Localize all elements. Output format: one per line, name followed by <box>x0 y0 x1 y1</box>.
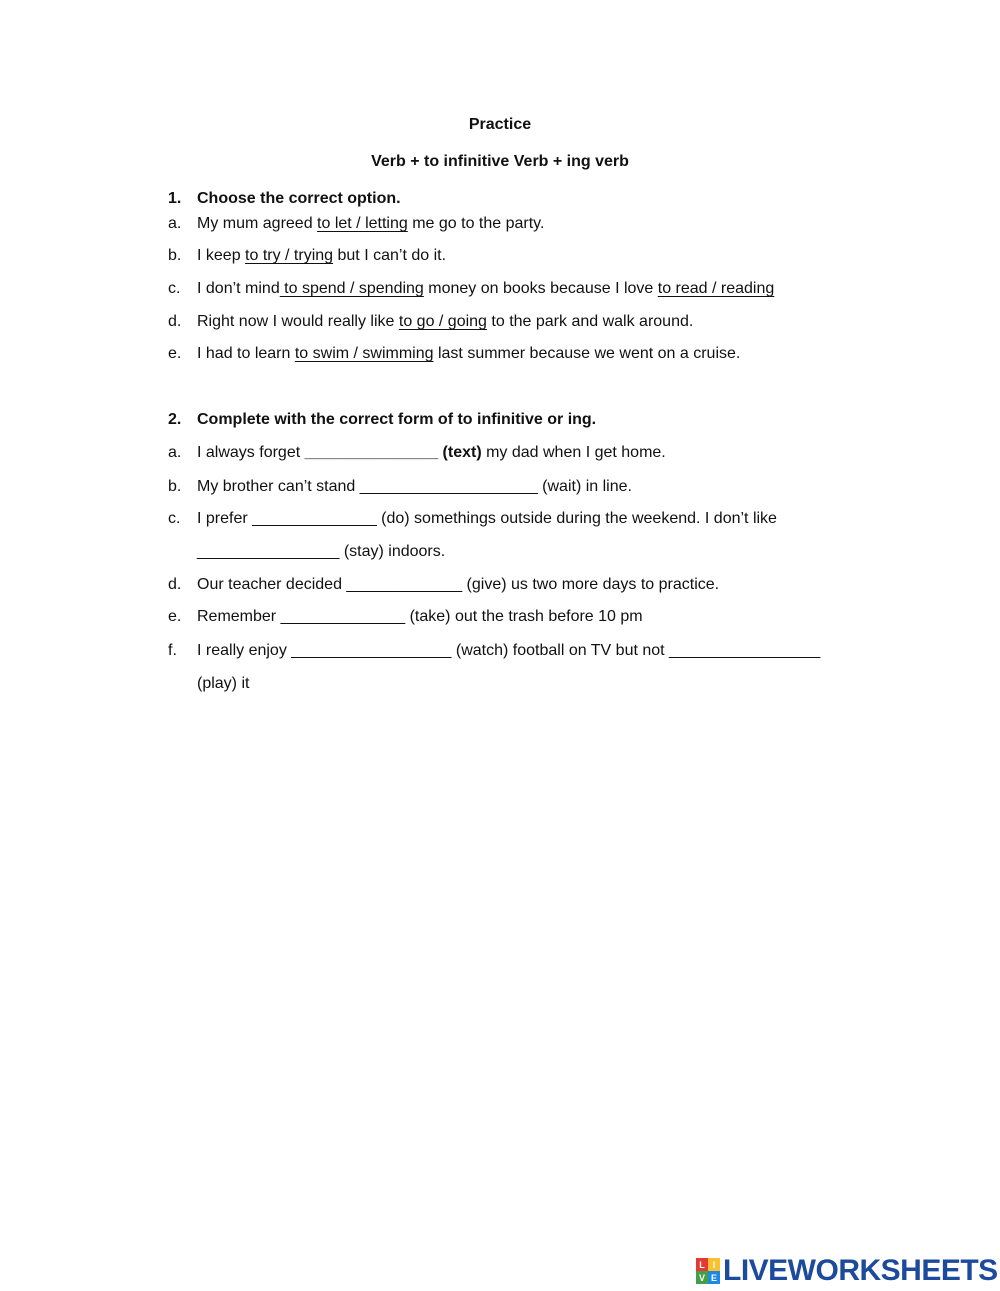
item-text: my dad when I get home. <box>481 444 666 461</box>
list-item <box>197 342 740 366</box>
page-title: Practice <box>468 116 532 133</box>
item-marker: d. <box>168 576 182 593</box>
item-marker: f. <box>168 642 177 659</box>
item-text: last summer because we went on a cruise. <box>433 345 741 362</box>
section1-heading: Choose the correct option. <box>197 190 401 207</box>
option-choice[interactable]: to let / letting <box>317 215 408 232</box>
item-text: I always forget <box>197 444 305 461</box>
list-item <box>197 244 446 268</box>
item-text: My mum agreed <box>197 215 318 232</box>
list-item[interactable]: My brother can’t stand ____________________ (wait) in line. <box>197 478 632 495</box>
list-item[interactable]: I really enjoy __________________ (watch) football on TV but not _________________ <box>197 642 821 659</box>
item-text: but I can’t do it. <box>333 247 447 264</box>
list-item[interactable]: Remember ______________ (take) out the trash before 10 pm <box>197 608 643 625</box>
list-item-continuation[interactable]: (play) it <box>197 675 250 692</box>
logo-letter: L <box>696 1258 708 1271</box>
list-item-continuation[interactable]: ________________ (stay) indoors. <box>197 543 446 560</box>
item-marker: a. <box>168 444 182 461</box>
logo-letter: E <box>708 1271 720 1284</box>
option-choice[interactable]: to try / trying <box>245 247 334 264</box>
item-text: I keep <box>197 247 246 264</box>
item-text: money on books because I love <box>423 280 658 297</box>
option-choice[interactable]: to swim / swimming <box>294 345 434 362</box>
item-text: Right now I would really like <box>197 313 399 330</box>
item-marker: e. <box>168 345 182 362</box>
item-marker: e. <box>168 608 182 625</box>
item-marker: a. <box>168 215 182 232</box>
logo-blocks-icon <box>696 1258 720 1284</box>
item-marker: b. <box>168 247 182 264</box>
section1-number: 1. <box>168 190 182 207</box>
item-marker: b. <box>168 478 182 495</box>
item-text: to the park and walk around. <box>486 313 694 330</box>
item-marker: d. <box>168 313 182 330</box>
list-item[interactable]: I prefer ______________ (do) somethings outside during the weekend. I don’t like <box>197 510 777 527</box>
item-text: I don’t mind <box>197 280 280 297</box>
item-marker: c. <box>168 510 181 527</box>
section2-number: 2. <box>168 411 182 428</box>
list-item[interactable]: Our teacher decided _____________ (give) us two more days to practice. <box>197 576 720 593</box>
list-item <box>197 212 544 236</box>
item-marker: c. <box>168 280 181 297</box>
option-choice[interactable]: to read / reading <box>657 280 775 297</box>
item-text: I had to learn <box>197 345 295 362</box>
section2-heading: Complete with the correct form of to infinitive or ing. <box>197 411 597 428</box>
logo-letter: I <box>708 1258 720 1271</box>
item-text: me go to the party. <box>407 215 545 232</box>
logo-text: LIVEWORKSHEETS <box>723 1254 998 1287</box>
option-choice[interactable]: to go / going <box>398 313 487 330</box>
logo-letter: V <box>696 1271 708 1284</box>
list-item <box>197 310 693 334</box>
option-choice[interactable]: to spend / spending <box>279 280 424 297</box>
list-item <box>197 277 774 301</box>
list-item <box>197 441 666 465</box>
page-subtitle: Verb + to infinitive Verb + ing verb <box>371 153 629 170</box>
liveworksheets-logo <box>696 1254 998 1288</box>
answer-blank[interactable]: _______________ (text) <box>304 444 482 461</box>
